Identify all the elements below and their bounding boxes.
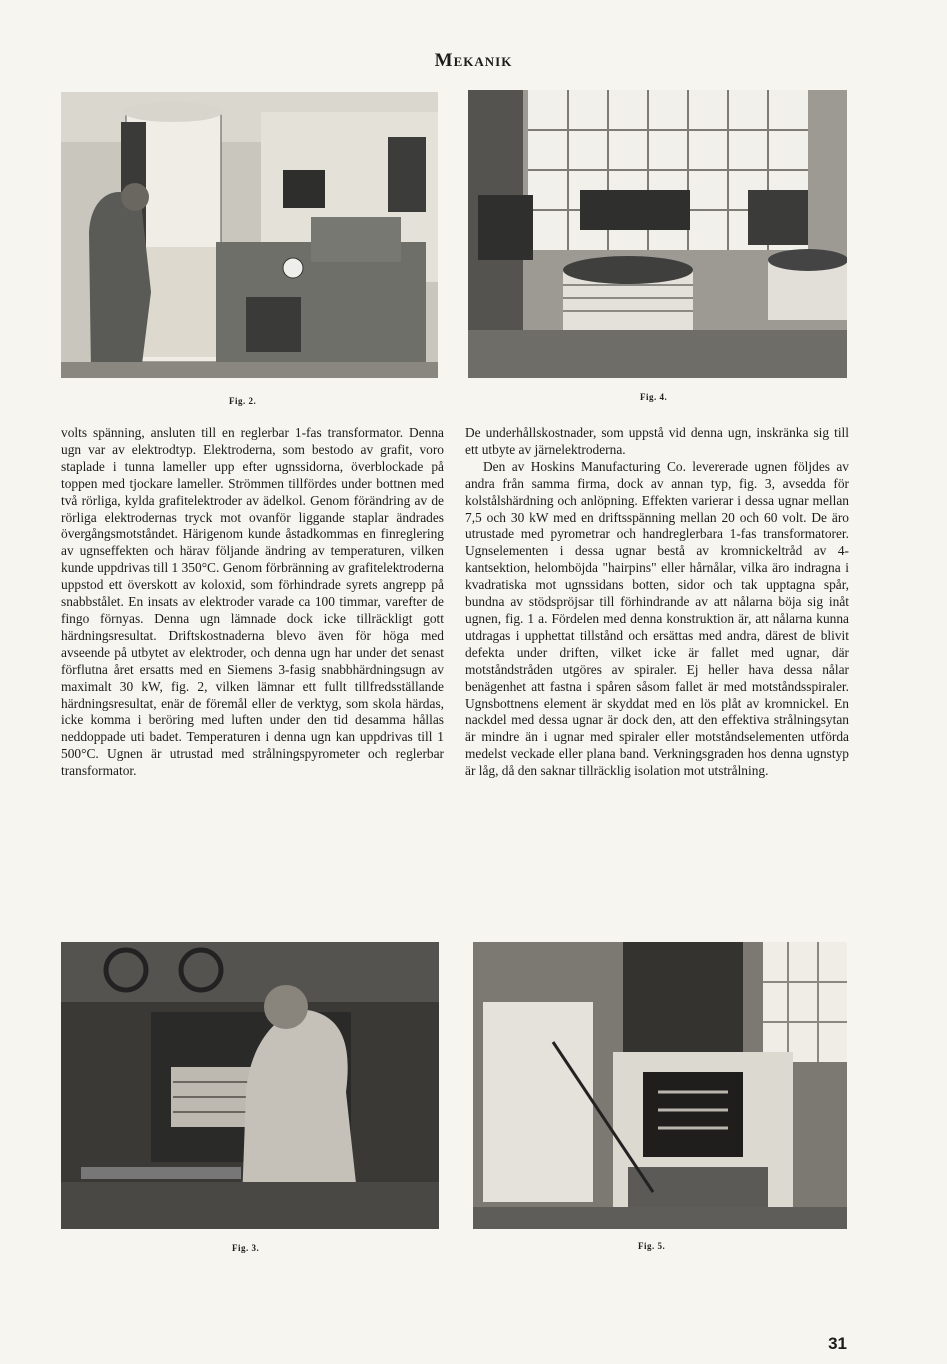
figure-4-photo [468, 90, 847, 378]
workshop-illustration [468, 90, 847, 378]
figure-3-caption: Fig. 3. [232, 1243, 260, 1253]
page-number: 31 [828, 1334, 847, 1353]
left-column [61, 425, 444, 780]
figure-5-photo [473, 942, 847, 1229]
right-column [465, 425, 849, 780]
furnace-illustration [61, 92, 438, 378]
paragraph: Den av Hoskins Manufacturing Co. levererade ugnen följdes av andra från samma firma, dock av annan typ, fig. 3, avsedda för kolstålshärdning och anlöpning. Effekten varierar i dessa ugnar mellan 7,5 och 30 kW med en driftsspänning mellan 20 och 60 volt. De äro utrustade med pyrometrar och handreglerbara 1-fas transformatorer. Ugnselementen i dessa ugnar bestå av kromnickeltråd av 4-kantsektion, helomböjda "hairpins" eller hårnålar, vilka äro indragna i kvadratiska mot ugnssidans botten, sidor och tak upptagna spår, bundna av stödspröjsar till förhindrande av att nålarna böja sig inåt ugnen, fig. 1 a. Fördelen med denna konstruktion är, att nålarna kunna utdragas i upphettat tillstånd och ersättas med andra, därest de blivit defekta under driften, vilket icke är fallet med ugnar, där motståndstråden utgöres av spiraler. Ej heller hava dessa nålar benägenhet att fastna i spåren såsom fallet är med motståndsspiraler. Ugnsbottnens element är skyddat med en lös plåt av kromnickel. En nackdel med dessa ugnar är dock den, att den effektiva strålningsytan är mindre än i ugnar med spiraler eller motståndselementen utförda medelst veckade eller plana band. Verkningsgraden hos denna ugnstyp är låg, då den saknar tillräcklig isolation mot utstrålning. [465, 458, 849, 779]
figure-4-caption: Fig. 4. [640, 392, 668, 402]
open-oven-illustration [473, 942, 847, 1229]
figure-3-photo [61, 942, 439, 1229]
page-title: Mekanik [434, 50, 513, 71]
figure-2-photo [61, 92, 438, 378]
figure-5-caption: Fig. 5. [638, 1241, 666, 1251]
figure-2-caption: Fig. 2. [229, 396, 257, 406]
paragraph: De underhållskostnader, som uppstå vid denna ugn, inskränka sig till ett utbyte av järnelektroderna. [465, 425, 849, 457]
paragraph: volts spänning, ansluten till en reglerbar 1-fas transformator. Denna ugn var av elektrodtyp. Elektroderna, som bestodo av grafit, voro staplade i tunna lameller upp efter ugnssidorna, överblockade på toppen med tjockare lameller. Strömmen tillfördes under bottnen med två rörliga, kylda grafitelektroder av ädelkol. Genom förändring av de rörliga elektrodernas tryck mot ovanför liggande staplar ändrades övergångsmotståndet. Härigenom kunde åstadkommas en finreglering av ugnseffekten och härav följande ändring av temperaturen, vilken kunde uppdrivas till 1 350°C. Genom förbränning av grafitelektroderna uppstod ett överskott av koloxid, som förhindrade syrets angrepp på snabbstålet. En insats av elektroder varade ca 100 timmar, varefter de fingo förnyas. Denna ugn lämnade dock icke tillräckligt gott härdningsresultat. Driftskostnaderna blevo även för höga med avseende på utbytet av elektroder, och denna ugn har under det senast förflutna året ersatts med en Siemens 3-fasig snabbhärdningsugn av maximalt 30 kW, fig. 2, vilken lämnar ett fullt tillfredsställande härdningsresultat, enär de föremål eller de verktyg, som skola härdas, icke komma i beröring med luften under den tid desamma hållas neddoppade uti badet. Temperaturen i denna ugn kan uppdrivas till 1 500°C. Ugnen är utrustad med strålningspyrometer och reglerbar transformator. [61, 425, 444, 779]
oven-worker-illustration [61, 942, 439, 1229]
